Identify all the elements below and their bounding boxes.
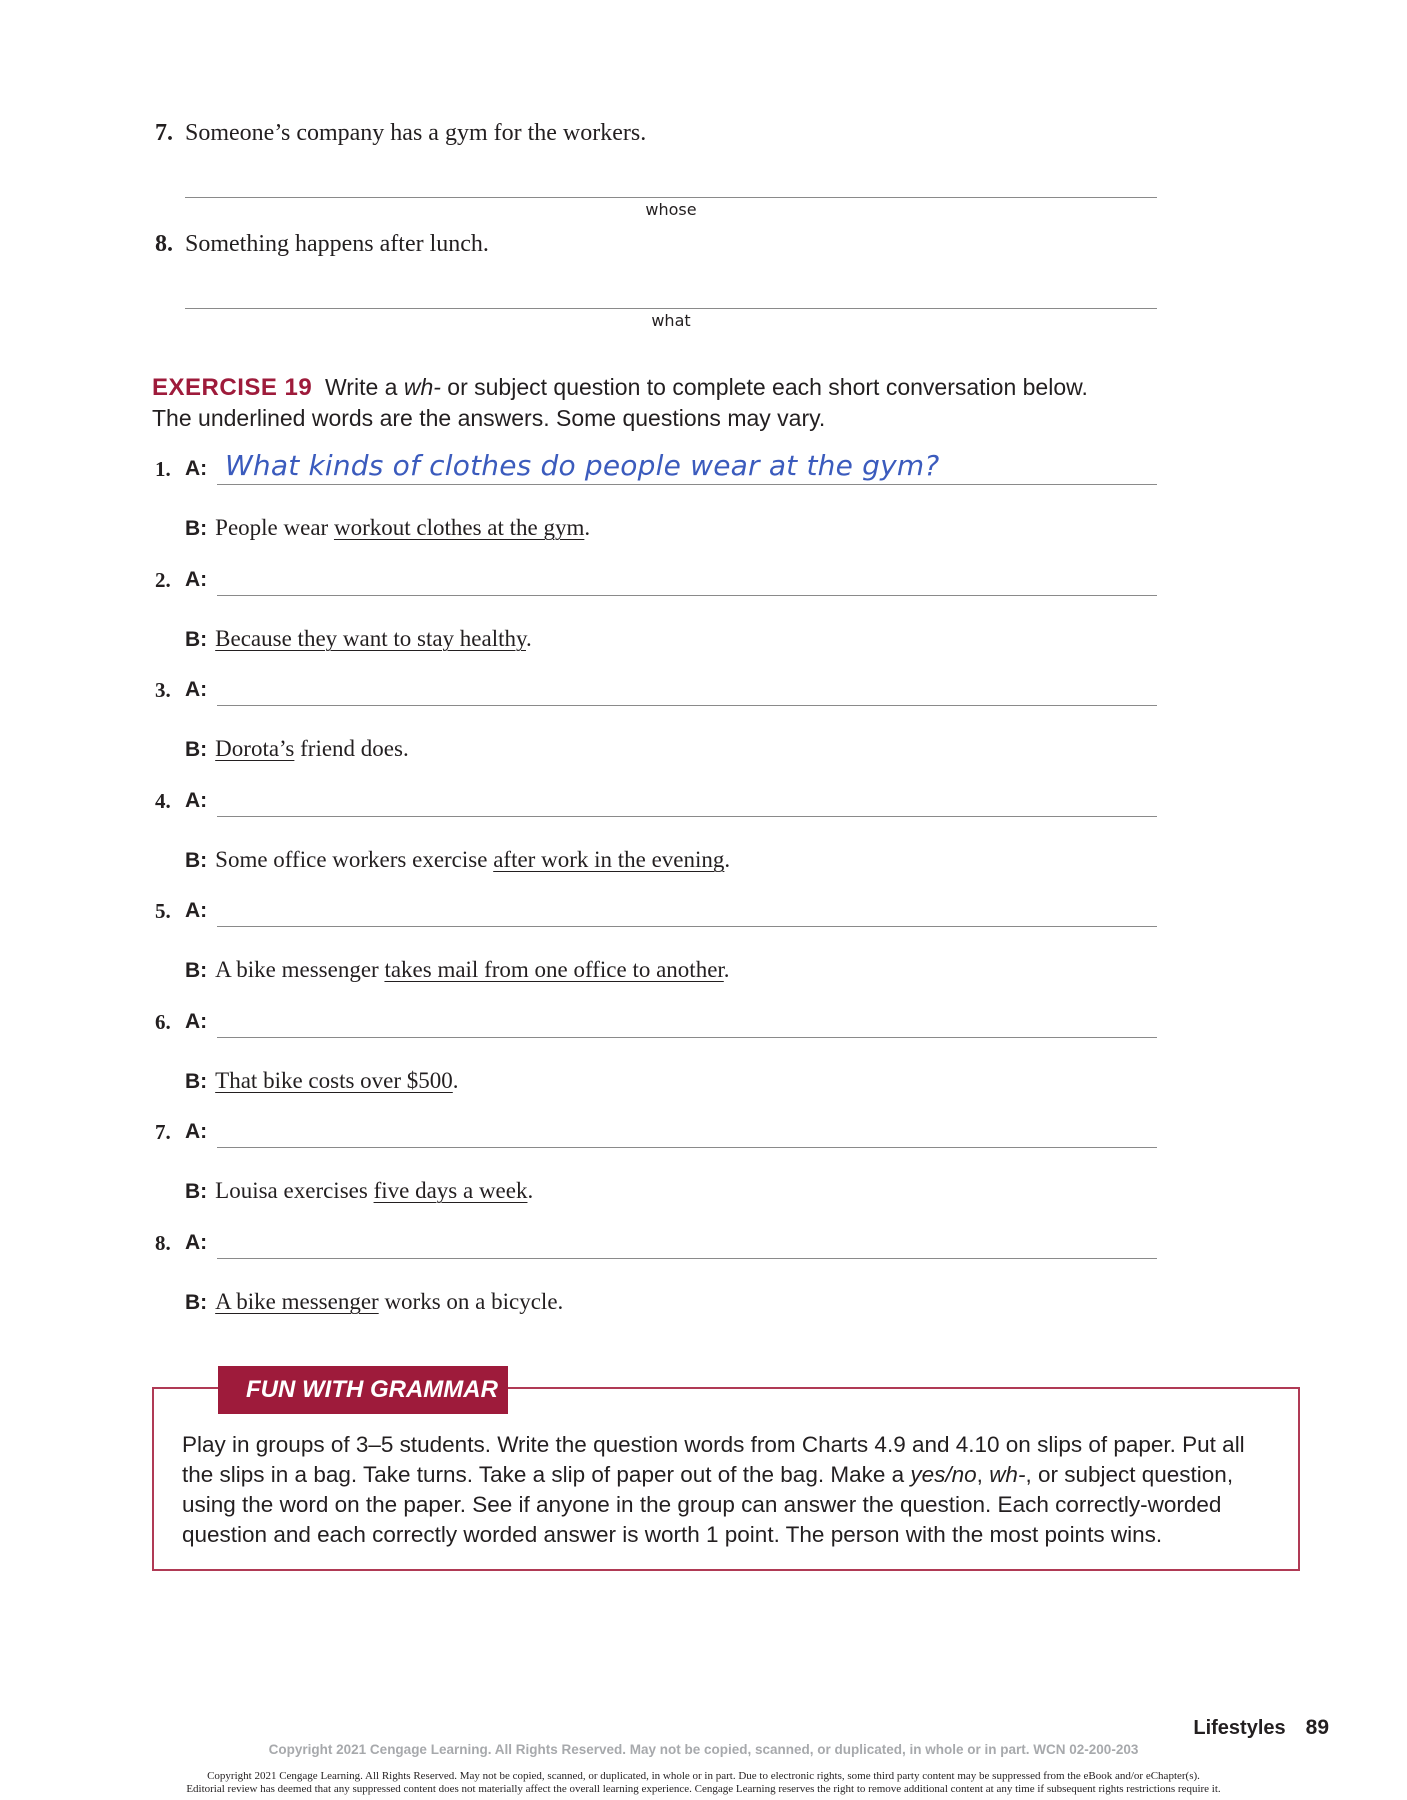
speaker-b-label: B: xyxy=(185,1070,208,1093)
top-item-7 xyxy=(155,120,646,147)
conversation-8-b xyxy=(185,1288,563,1315)
conversation-number: 7. xyxy=(155,1120,171,1144)
response-post: works on a bicycle. xyxy=(378,1289,564,1314)
speaker-b-label: B: xyxy=(185,1291,208,1314)
speaker-b-label: B: xyxy=(185,849,208,872)
copyright-notice: Copyright 2021 Cengage Learning. All Rights Reserved. May not be copied, scanned, or duplicated, in whole or in part. WCN 02-200-203 xyxy=(268,1742,1139,1757)
exercise-title: EXERCISE 19 xyxy=(152,374,313,401)
conversation-number: 3. xyxy=(155,678,171,702)
conversation-2-b xyxy=(185,625,532,652)
answer-blank[interactable] xyxy=(217,816,1157,817)
disclaimer-line: Copyright 2021 Cengage Learning. All Rights Reserved. May not be copied, scanned, or duplicated, in whole or in part. Due to electronic rights, some third party content may be suppressed from the eBook and/or eChapter(s). xyxy=(207,1770,1200,1782)
conversation-number: 5. xyxy=(155,899,171,923)
response-text xyxy=(215,847,730,872)
underlined-answer: workout clothes at the gym xyxy=(333,515,585,540)
fun-text-part: Play in groups of 3–5 students. Write the question words from Charts 4.9 and 4.10 on slips of paper. Put all the slips in a bag. Take turns. Take a slip of paper out of the bag. Make a xyxy=(182,1432,1245,1487)
fun-text-part: , or subject question, using the word on the paper. See if anyone in the group can answer the question. Each correctly-worded question and each correctly worded answer is worth 1 point. The person with the most points wins. xyxy=(182,1462,1234,1547)
page-number: 89 xyxy=(1305,1716,1329,1739)
instruction-wh: wh- xyxy=(403,374,441,400)
fun-with-grammar-text xyxy=(182,1430,1282,1550)
exercise-instructions xyxy=(152,372,1152,434)
conversation-number: 4. xyxy=(155,789,171,813)
conversation-2-a xyxy=(155,568,1157,598)
underlined-answer: A bike messenger xyxy=(215,1289,379,1314)
conversation-4-b xyxy=(185,846,730,873)
conversation-1-a xyxy=(155,449,1157,487)
running-footer xyxy=(1193,1716,1329,1740)
conversation-number: 8. xyxy=(155,1231,171,1255)
speaker-a-label: A: xyxy=(185,1231,208,1254)
response-post: . xyxy=(584,515,591,540)
conversation-7-b xyxy=(185,1177,533,1204)
fun-with-grammar-title: FUN WITH GRAMMAR xyxy=(218,1366,508,1414)
speaker-a-label: A: xyxy=(185,899,208,922)
response-pre: People wear xyxy=(215,515,334,540)
underlined-answer: Dorota’s xyxy=(215,736,295,761)
conversation-number: 6. xyxy=(155,1010,171,1034)
handwritten-answer: What kinds of clothes do people wear at the gym? xyxy=(225,449,940,482)
speaker-b-label: B: xyxy=(185,959,208,982)
response-post: . xyxy=(452,1068,459,1093)
speaker-a-label: A: xyxy=(185,789,208,812)
conversation-7-a xyxy=(155,1120,1157,1150)
response-post: friend does. xyxy=(294,736,409,761)
conversation-number: 1. xyxy=(155,457,171,481)
conversation-4-a xyxy=(155,789,1157,819)
instruction-text: or subject question to complete each short conversation below. xyxy=(440,374,1088,400)
answer-blank[interactable] xyxy=(217,484,1157,485)
underlined-answer: Because they want to stay healthy xyxy=(215,626,526,651)
answer-blank[interactable] xyxy=(217,1037,1157,1038)
response-text xyxy=(215,1178,533,1203)
fun-text-italic: wh- xyxy=(989,1462,1026,1487)
response-pre: A bike messenger xyxy=(215,957,385,982)
conversation-8-a xyxy=(155,1231,1157,1261)
speaker-b-label: B: xyxy=(185,738,208,761)
underlined-answer: five days a week xyxy=(373,1178,528,1203)
response-pre: Louisa exercises xyxy=(215,1178,374,1203)
underlined-answer: takes mail from one office to another xyxy=(384,957,724,982)
conversation-3-a xyxy=(155,678,1157,708)
answer-line-8[interactable] xyxy=(185,308,1157,309)
response-post: . xyxy=(723,957,730,982)
speaker-a-label: A: xyxy=(185,568,208,591)
speaker-a-label: A: xyxy=(185,1120,208,1143)
conversation-6-b xyxy=(185,1067,459,1094)
answer-blank[interactable] xyxy=(217,1147,1157,1148)
section-title: Lifestyles xyxy=(1193,1717,1286,1739)
speaker-b-label: B: xyxy=(185,1180,208,1203)
response-text xyxy=(215,1068,458,1093)
answer-blank[interactable] xyxy=(217,595,1157,596)
answer-blank[interactable] xyxy=(217,705,1157,706)
speaker-a-label: A: xyxy=(185,1010,208,1033)
conversation-5-a xyxy=(155,899,1157,929)
speaker-b-label: B: xyxy=(185,517,208,540)
instruction-text: The underlined words are the answers. Some questions may vary. xyxy=(152,405,826,431)
response-post: . xyxy=(724,847,731,872)
underlined-answer: That bike costs over $500 xyxy=(215,1068,453,1093)
conversation-1-b xyxy=(185,514,590,541)
item-number: 7. xyxy=(155,120,173,146)
copyright-disclaimer xyxy=(0,1770,1407,1796)
item-number: 8. xyxy=(155,231,173,257)
conversation-6-a xyxy=(155,1010,1157,1040)
speaker-b-label: B: xyxy=(185,628,208,651)
item-text: Someone’s company has a gym for the workers. xyxy=(185,120,647,146)
response-post: . xyxy=(526,626,532,651)
instruction-text: Write a xyxy=(325,374,404,400)
response-text xyxy=(215,957,729,982)
response-text xyxy=(215,736,409,761)
response-post: . xyxy=(527,1178,534,1203)
answer-line-label: what xyxy=(651,311,691,330)
top-item-8 xyxy=(155,231,489,258)
fun-text-italic: yes/no xyxy=(910,1462,977,1487)
conversation-number: 2. xyxy=(155,568,171,592)
conversation-3-b xyxy=(185,735,409,762)
speaker-a-label: A: xyxy=(185,457,208,480)
disclaimer-line: Editorial review has deemed that any suppressed content does not materially affect the overall learning experience. Cengage Learning reserves the right to remove additional content at any time if subsequent rights restrictions require it. xyxy=(186,1783,1221,1795)
response-text xyxy=(215,515,590,540)
underlined-answer: after work in the evening xyxy=(493,847,725,872)
answer-blank[interactable] xyxy=(217,1258,1157,1259)
response-text xyxy=(215,1289,563,1314)
response-text xyxy=(215,626,532,651)
fun-text-part: , xyxy=(976,1462,990,1487)
answer-line-7[interactable] xyxy=(185,197,1157,198)
answer-blank[interactable] xyxy=(217,926,1157,927)
item-text: Something happens after lunch. xyxy=(185,231,489,257)
answer-line-label: whose xyxy=(645,200,697,219)
response-pre: Some office workers exercise xyxy=(215,847,494,872)
conversation-5-b xyxy=(185,956,730,983)
speaker-a-label: A: xyxy=(185,678,208,701)
